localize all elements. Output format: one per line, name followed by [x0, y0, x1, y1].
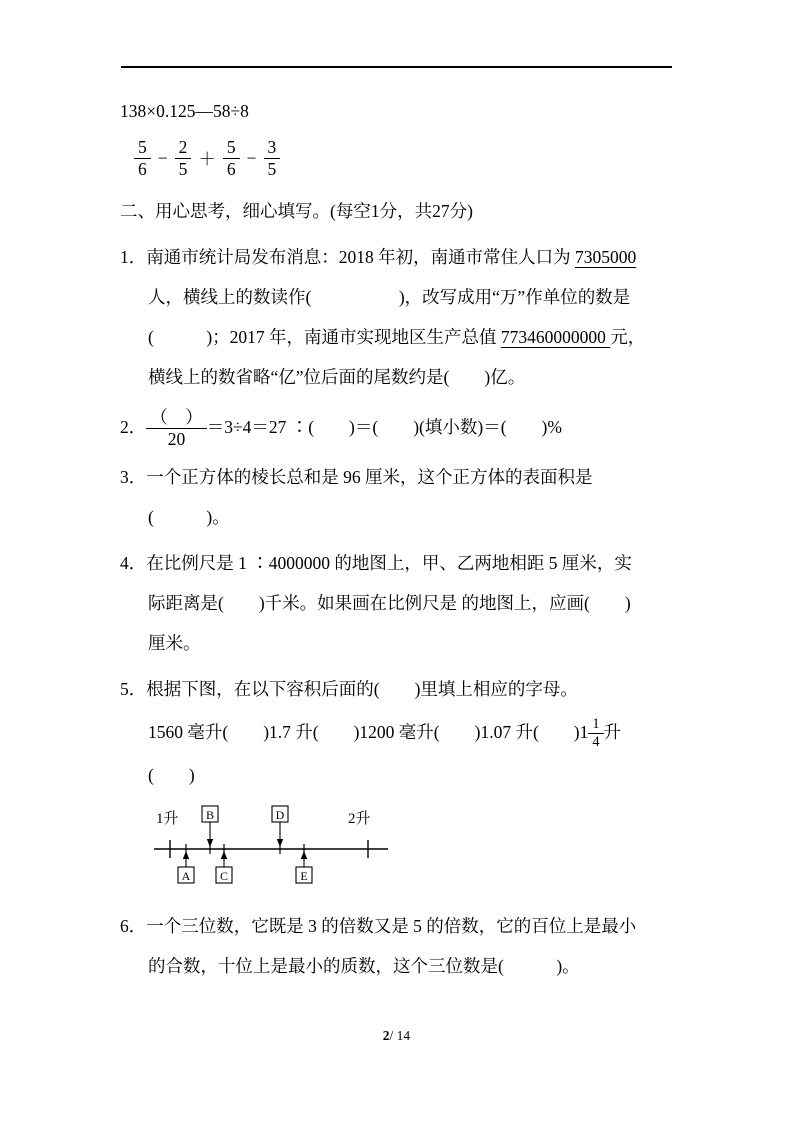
problem-3: [120, 457, 680, 537]
arrow-d-head: [277, 839, 283, 847]
problem-6-line-1: 6．一个三位数，它既是 3 的倍数又是 5 的倍数，它的百位上是最小: [120, 915, 637, 936]
problem-6: [120, 906, 680, 986]
blank-fraction: [146, 408, 207, 449]
problem-5-line-1: 5．根据下图，在以下容积后面的( )里填上相应的字母。: [120, 678, 578, 699]
problem-1-line-4: 横线上的数省略“亿”位后面的尾数约是( )亿。: [148, 366, 526, 387]
problem-4-line-2: 际距离是( )千米。如果画在比例尺是 的地图上，应画( ): [148, 592, 631, 613]
capacity-diagram: [150, 803, 680, 892]
fraction-denominator: 4: [592, 734, 600, 751]
page-total: / 14: [389, 1028, 411, 1043]
text-segment: ( )；2017 年，南通市实现地区生产总值: [148, 326, 501, 347]
problem-5: [120, 669, 680, 892]
problem-4-line-3: 厘米。: [148, 632, 201, 653]
arrow-a-head: [183, 851, 189, 859]
minus-operator: −: [157, 147, 168, 168]
underlined-number: 773460000000: [500, 326, 611, 347]
problem-6-line-2: 的合数，十位上是最小的质数，这个三位数是( )。: [148, 955, 580, 976]
fraction-denominator: 6: [138, 158, 147, 179]
calc-expression: 138×0.125—58÷8: [120, 101, 249, 121]
header-divider: [121, 66, 672, 68]
fraction-term-3: [223, 138, 240, 179]
text-segment: 元，: [610, 326, 646, 347]
two-liter-label: 2升: [348, 810, 371, 827]
problem-5-line-2: [148, 709, 680, 755]
text-segment: ＝3÷4＝27 ∶( )＝( )(填小数)＝( )%: [206, 416, 562, 437]
fraction-numerator: 5: [223, 138, 240, 159]
problem-2: [120, 403, 680, 451]
text-segment: 升: [603, 721, 622, 742]
fraction-numerator: 1: [588, 717, 603, 734]
arrow-e-head: [301, 851, 307, 859]
box-a-label: A: [181, 868, 191, 883]
text-segment: 1560 毫升( )1.7 升( )1200 毫升( )1.07 升( )1: [148, 721, 589, 742]
problem-4-line-1: 4．在比例尺是 1 ∶4000000 的地图上，甲、乙两地相距 5 厘米，实: [120, 552, 632, 573]
plus-operator: ＋: [198, 148, 216, 169]
problem-1-line-2: 人，横线上的数读作( )，改写成用“万”作单位的数是: [148, 286, 631, 307]
problem-1-line-3: [148, 317, 680, 357]
problem-4: [120, 543, 680, 663]
box-e-label: E: [300, 868, 308, 883]
fraction-denominator: 6: [226, 158, 236, 179]
fraction-denominator: 5: [178, 158, 188, 179]
fraction-denominator: 20: [167, 429, 186, 450]
problem-3-line-2: ( )。: [148, 506, 230, 527]
fraction-numerator: 5: [134, 138, 151, 159]
one-liter-label: 1升: [156, 810, 179, 827]
problem-5-line-3: ( ): [148, 764, 195, 785]
capacity-number-line: [150, 803, 394, 887]
problem-3-line-1: 3．一个正方体的棱长总和是 96 厘米，这个正方体的表面积是: [120, 466, 593, 487]
fraction-numerator: 2: [175, 138, 192, 159]
fraction-expression: [134, 138, 680, 179]
box-c-label: C: [219, 868, 229, 883]
problem-1-line-1: [120, 237, 680, 277]
fraction-numerator: （ ）: [146, 408, 207, 429]
arrow-c-head: [221, 851, 227, 859]
problem-number: 2．: [120, 416, 147, 437]
section-heading: 二、用心思考，细心填写。(每空1分，共27分): [120, 200, 473, 221]
fraction-denominator: 5: [267, 158, 277, 179]
problem-1: [120, 237, 680, 397]
problem-2-line-1: [120, 403, 680, 451]
quarter-fraction: [588, 717, 603, 751]
minus-operator: −: [246, 147, 257, 168]
text-segment: 1．南通市统计局发布消息：2018 年初，南通市常住人口为: [120, 246, 575, 267]
page-content: [120, 96, 680, 986]
fraction-term-1: [134, 138, 151, 179]
fraction-term-2: [175, 138, 192, 179]
fraction-numerator: 3: [264, 138, 281, 159]
page-footer: [0, 1028, 793, 1044]
underlined-number: 7305000: [575, 246, 637, 267]
page-number: 2: [382, 1028, 390, 1043]
box-d-label: D: [275, 807, 285, 822]
arrow-b-head: [207, 839, 213, 847]
box-b-label: B: [205, 807, 215, 822]
fraction-term-4: [264, 138, 281, 179]
